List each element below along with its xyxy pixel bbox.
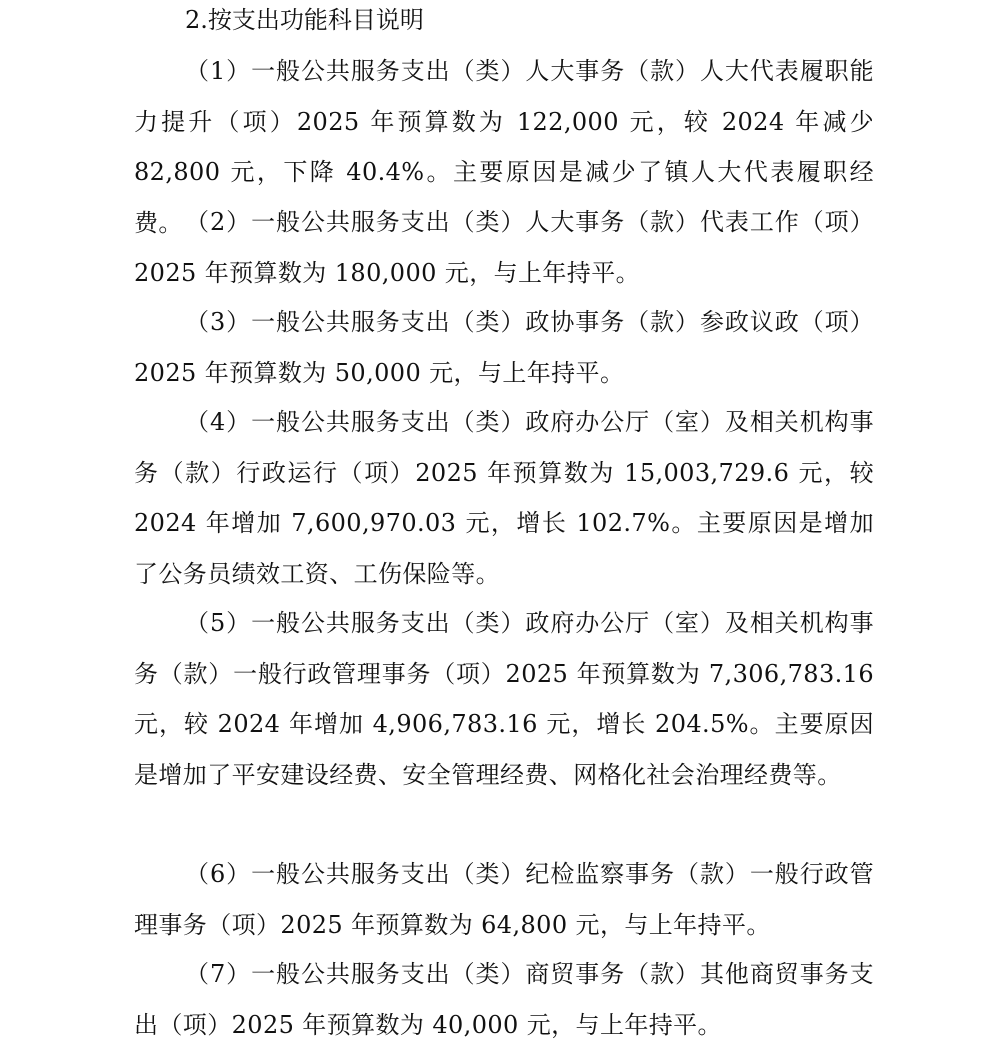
paragraph-item-7: （7）一般公共服务支出（类）商贸事务（款）其他商贸事务支出（项）2025 年预算数为 40,000 元，与上年持平。 [134, 960, 874, 1039]
paragraph-item-4: （4）一般公共服务支出（类）政府办公厅（室）及相关机构事务（款）行政运行（项）2025 年预算数为 15,003,729.6 元，较 2024 年增加 7,600,970.03 元，增长 102.7%。主要原因是增加了公务员绩效工资、工伤保险等。 [134, 408, 874, 588]
paragraph-item-5: （5）一般公共服务支出（类）政府办公厅（室）及相关机构事务（款）一般行政管理事务（项）2025 年预算数为 7,306,783.16 元，较 2024 年增加 4,906,783.16 元，增长 204.5%。主要原因是增加了平安建设经费、安全管理经费、网格化社会治理经费等。 [134, 609, 874, 789]
paragraph-item-6: （6）一般公共服务支出（类）纪检监察事务（款）一般行政管理事务（项）2025 年预算数为 64,800 元，与上年持平。 [134, 860, 874, 939]
paragraph-item-3: （3）一般公共服务支出（类）政协事务（款）参政议政（项）2025 年预算数为 50,000 元，与上年持平。 [134, 308, 874, 387]
section-title: 2.按支出功能科目说明 [185, 6, 424, 34]
paragraph-item-1: （1）一般公共服务支出（类）人大事务（款）人大代表履职能力提升（项）2025 年预算数为 122,000 元，较 2024 年减少 82,800 元，下降 40.4%。主要原因是减少了镇人大代表履职经费。 [134, 57, 874, 237]
paragraph-item-2: （2）一般公共服务支出（类）人大事务（款）代表工作（项）2025 年预算数为 180,000 元，与上年持平。 [134, 208, 874, 287]
